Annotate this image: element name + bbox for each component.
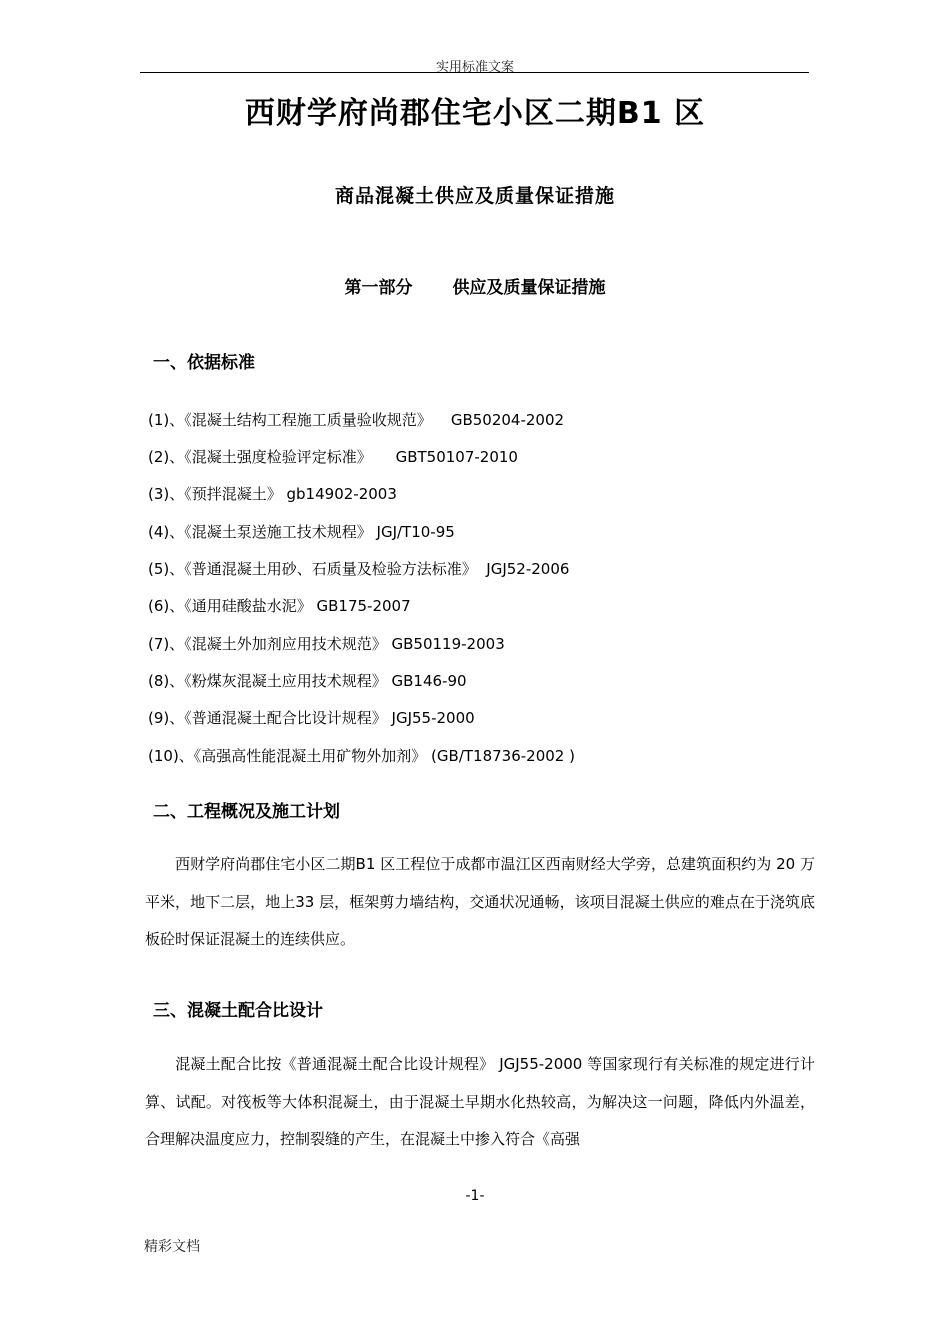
page-footer-text: 精彩文档 xyxy=(144,1239,200,1255)
standard-item: (8)、《粉煤灰混凝土应用技术规程》 GB146-90 xyxy=(148,672,467,690)
mix-design-text: 混凝土配合比按《普通混凝土配合比设计规程》 JGJ55-2000 等国家现行有关标准的规定进行计算、试配。对筏板等大体积混凝土，由于混凝土早期水化热较高，为解决这一问题，降低内外温差，合理解决温度应力，控制裂缝的产生，在混凝土中掺入符合《高强 xyxy=(145,1055,815,1148)
overview-paragraph xyxy=(145,846,815,959)
standard-item: (3)、《预拌混凝土》 gb14902-2003 xyxy=(148,485,397,503)
standard-item: (9)、《普通混凝土配合比设计规程》 JGJ55-2000 xyxy=(148,709,475,727)
document-title: 西财学府尚郡住宅小区二期B1 区 xyxy=(244,96,706,131)
page-number: -1- xyxy=(465,1188,485,1204)
overview-text: 西财学府尚郡住宅小区二期B1 区工程位于成都市温江区西南财经大学旁，总建筑面积约为 20 万平米，地下二层，地上33 层，框架剪力墙结构，交通状况通畅，该项目混凝土供应的难点在于浇筑底板砼时保证混凝土的连续供应。 xyxy=(145,855,815,948)
part-name: 供应及质量保证措施 xyxy=(452,278,606,298)
standard-item: (4)、《混凝土泵送施工技术规程》 JGJ/T10-95 xyxy=(148,523,455,541)
part-heading xyxy=(0,273,950,298)
standard-item: (10)、《高强高性能混凝土用矿物外加剂》 (GB/T18736-2002 ) xyxy=(148,747,575,765)
section-heading-overview: 二、工程概况及施工计划 xyxy=(153,802,340,822)
standard-item: (6)、《通用硅酸盐水泥》 GB175-2007 xyxy=(148,597,411,615)
page-header-text: 实用标准文案 xyxy=(435,60,514,75)
standard-item: (5)、《普通混凝土用砂、石质量及检验方法标准》 JGJ52-2006 xyxy=(148,560,570,578)
standard-item: (2)、《混凝土强度检验评定标准》 GBT50107-2010 xyxy=(148,448,518,466)
section-heading-standards: 一、依据标准 xyxy=(153,353,255,373)
standard-item: (7)、《混凝土外加剂应用技术规范》 GB50119-2003 xyxy=(148,635,505,653)
mix-design-paragraph xyxy=(145,1046,815,1159)
document-subtitle: 商品混凝土供应及质量保证措施 xyxy=(334,185,615,207)
section-heading-mix-design: 三、混凝土配合比设计 xyxy=(153,1001,323,1021)
header-rule xyxy=(140,72,809,73)
part-label: 第一部分 xyxy=(344,278,413,298)
standard-item: (1)、《混凝土结构工程施工质量验收规范》 GB50204-2002 xyxy=(148,411,565,429)
